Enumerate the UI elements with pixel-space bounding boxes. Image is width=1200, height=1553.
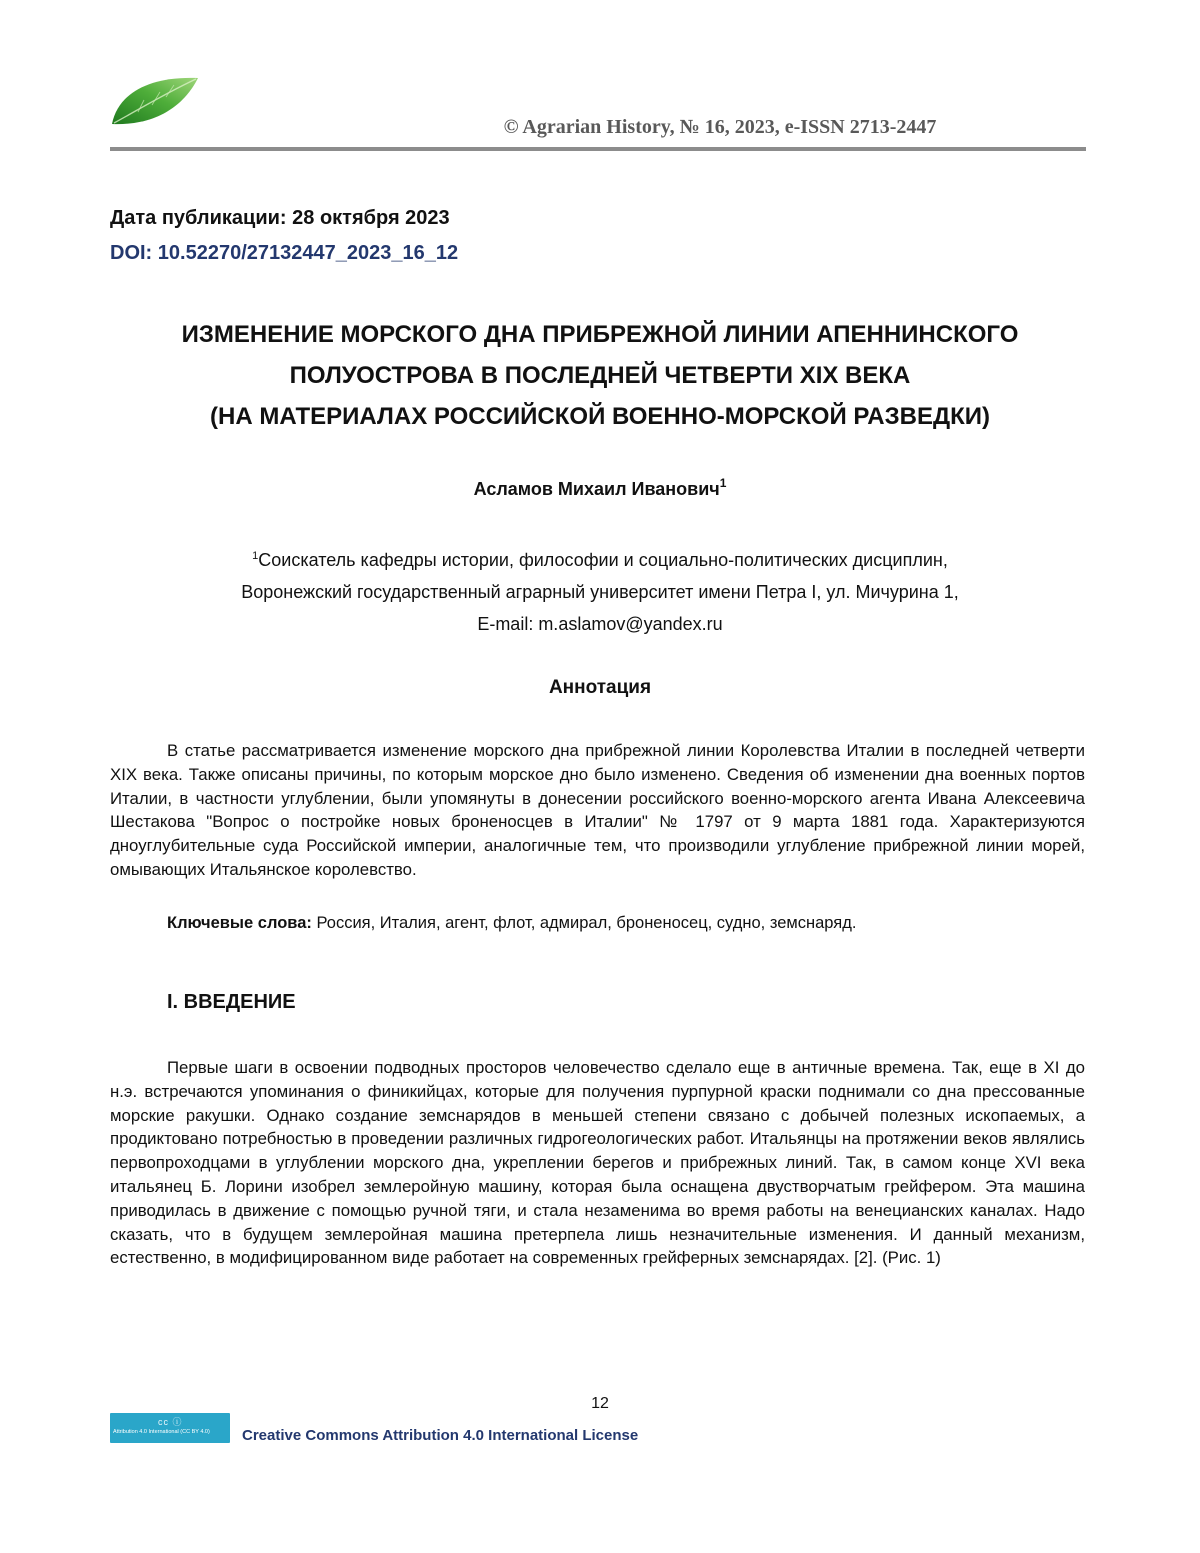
author-name: Асламов Михаил Иванович bbox=[473, 479, 720, 499]
abstract-heading: Аннотация bbox=[548, 677, 652, 698]
title-line: ИЗМЕНЕНИЕ МОРСКОГО ДНА ПРИБРЕЖНОЙ ЛИНИИ АПЕННИНСКОГО bbox=[181, 321, 1019, 348]
abstract-paragraph: В статье рассматривается изменение морского дна прибрежной линии Королевства Италии в последней четверти XIX века. Также описаны причины, по которым морское дно было изменено. Сведения об изменении дна военных портов Италии, в частности углублении, были упомянуты в донесении российского военно-морского агента Ивана Алексеевича Шестакова "Вопрос о постройке новых броненосцев в Италии" № 1797 от 9 марта 1881 года. Характеризуются дноуглубительные суда Российской империи, аналогичные тем, что производили углубление прибрежной линии морей, омывающих Итальянское королевство. bbox=[110, 741, 1085, 879]
green-leaf-icon bbox=[108, 72, 200, 130]
keywords bbox=[167, 914, 856, 933]
affiliation-email[interactable]: E-mail: m.aslamov@yandex.ru bbox=[477, 614, 723, 634]
cc-by-badge[interactable] bbox=[110, 1413, 230, 1443]
license-link[interactable]: Creative Commons Attribution 4.0 International License bbox=[242, 1427, 639, 1444]
section-heading: I. ВВЕДЕНИЕ bbox=[167, 991, 296, 1013]
keywords-label: Ключевые слова: bbox=[167, 914, 312, 932]
affiliation-line: $^1$Соискатель кафедры истории, философии и социально-политических дисциплин, bbox=[252, 550, 948, 570]
title-line: ПОЛУОСТРОВА В ПОСЛЕДНЕЙ ЧЕТВЕРТИ XIX ВЕКА bbox=[289, 362, 911, 389]
publication-date: Дата публикации: 28 октября 2023 bbox=[110, 207, 450, 229]
affiliation-line: Воронежский государственный аграрный университет имени Петра I, ул. Мичурина 1, bbox=[241, 582, 959, 602]
cc-badge-text: Attribution 4.0 International (CC BY 4.0) bbox=[113, 1429, 210, 1435]
header-divider bbox=[110, 147, 1086, 151]
abstract-text bbox=[110, 739, 1085, 882]
journal-header: © Agrarian History, № 16, 2023, e-ISSN 2713-2447 bbox=[503, 116, 937, 138]
cc-license-icon: cc ⓘ bbox=[158, 1417, 183, 1427]
keywords-list: Россия, Италия, агент, флот, адмирал, броненосец, судно, земснаряд. bbox=[316, 914, 857, 932]
author bbox=[100, 476, 1100, 500]
title-line: (НА МАТЕРИАЛАХ РОССИЙСКОЙ ВОЕННО-МОРСКОЙ РАЗВЕДКИ) bbox=[210, 403, 990, 430]
affiliation-footnote-mark: 1 bbox=[252, 550, 259, 562]
author-footnote-mark: 1 bbox=[719, 476, 727, 490]
doi-link[interactable]: DOI: 10.52270/27132447_2023_16_12 bbox=[110, 242, 459, 264]
page-number: 12 bbox=[591, 1395, 609, 1412]
affiliation bbox=[100, 540, 1100, 640]
article-title bbox=[100, 314, 1100, 437]
introduction-paragraph: Первые шаги в освоении подводных просторов человечество сделало еще в античные времена. Так, еще в XI до н.э. встречаются упоминания о финикийцах, которые для получения пурпурной краски поднимали со дна прессованные морские ракушки. Однако создание земснарядов в меньшей степени связано с добычей полезных ископаемых, а продиктовано потребностью в проведении различных гидрогеологических работ. Итальянцы на протяжении веков являлись первопроходцами в углублении морского дна, укреплении берегов и прибрежных линий. Так, в самом конце XVI века итальянец Б. Лорини изобрел землеройную машину, которая была оснащена двустворчатым грейфером. Эта машина приводилась в движение с помощью ручной тяги, и стала незаменима во время работы на венецианских каналах. Надо сказать, что в будущем землеройная машина претерпела лишь незначительные изменения. И данный механизм, естественно, в модифицированном виде работает на современных грейферных земснарядах. [2]. (Рис. 1) bbox=[110, 1058, 1085, 1268]
introduction-text bbox=[110, 1056, 1085, 1270]
